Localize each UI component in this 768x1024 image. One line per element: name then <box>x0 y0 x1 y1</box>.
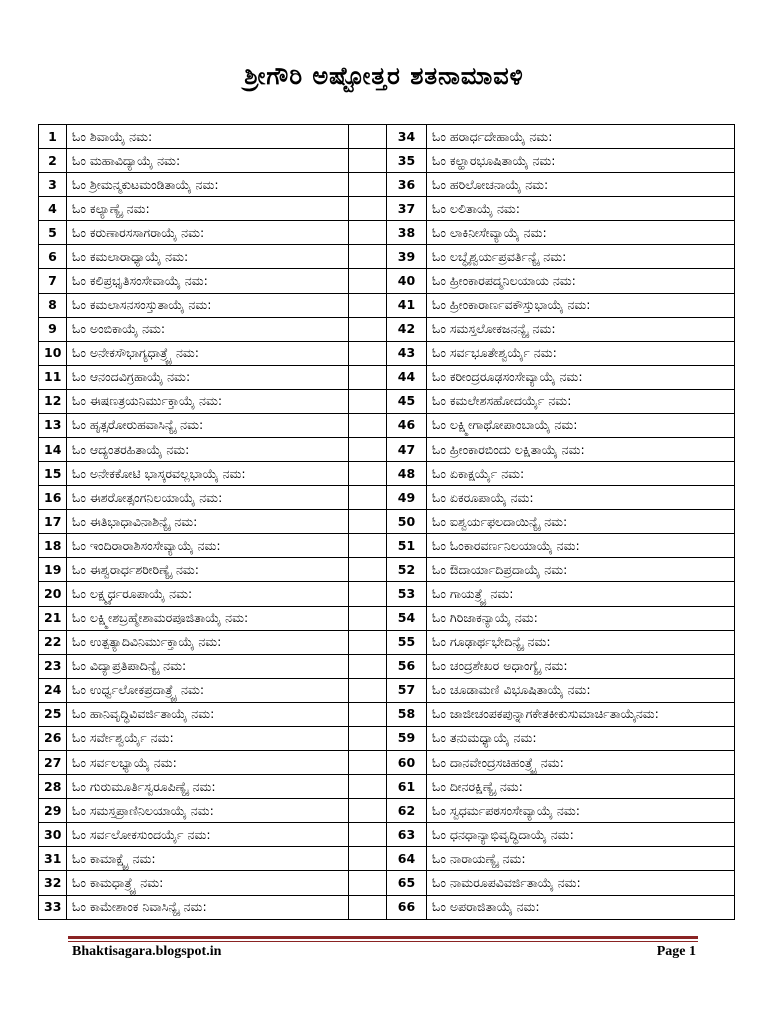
row-number-left: 16 <box>39 486 67 510</box>
name-right: ಓಂ ನಾಮರೂಪವಿವರ್ಜಿತಾಯೈ ನಮ: <box>427 871 735 895</box>
name-left: ಓಂ ಕಾಮೇಶಾಂಕ ನಿವಾಸಿನ್ಯೈ ನಮ: <box>67 895 349 920</box>
column-gap <box>349 847 387 871</box>
name-right: ಓಂ ಓಂಕಾರವರ್ಣನಿಲಯಾಯೈ ನಮ: <box>427 534 735 558</box>
name-left: ಓಂ ಉತ್ಪತ್ಯಾದಿವಿನಿರ್ಮುಕ್ತಾಯೈ ನಮ: <box>67 630 349 654</box>
footer-rule <box>68 936 698 939</box>
row-number-left: 9 <box>39 317 67 341</box>
column-gap <box>349 462 387 486</box>
name-right: ಓಂ ಲಕ್ಷ್ಮೀಗಾಥೋಪಾಂಬಾಯೈ ನಮ: <box>427 413 735 437</box>
name-left: ಓಂ ಲಕ್ಷ್ಮೀಶಬ್ರಹ್ಮೇಶಾಮರಪೂಜಿತಾಯೈ ನಮ: <box>67 606 349 630</box>
name-right: ಓಂ ಸಮಸ್ತಲೋಕಜನನ್ಯೈ ನಮ: <box>427 317 735 341</box>
row-number-right: 34 <box>387 125 427 149</box>
name-left: ಓಂ ಮಹಾವಿದ್ಯಾಯೈ ನಮ: <box>67 149 349 173</box>
name-right: ಓಂ ಕರೀಂದ್ರರೂಢಸಂಸೇವ್ಯಾಯೈ ನಮ: <box>427 365 735 389</box>
row-number-left: 3 <box>39 173 67 197</box>
row-number-right: 39 <box>387 245 427 269</box>
name-right: ಓಂ ಹರಿಲೋಚನಾಯೈ ನಮ: <box>427 173 735 197</box>
row-number-right: 60 <box>387 751 427 775</box>
table-row <box>39 702 735 726</box>
names-table <box>38 124 735 920</box>
name-right: ಓಂ ಹ್ರೀಂಕಾರಪದ್ಮನಿಲಯಾಯ ನಮ: <box>427 269 735 293</box>
row-number-right: 43 <box>387 341 427 365</box>
row-number-right: 36 <box>387 173 427 197</box>
column-gap <box>349 221 387 245</box>
table-row <box>39 726 735 750</box>
column-gap <box>349 293 387 317</box>
table-row <box>39 245 735 269</box>
table-row <box>39 678 735 702</box>
row-number-right: 41 <box>387 293 427 317</box>
name-right: ಓಂ ಔದಾರ್ಯಾದಿಪ್ರದಾಯೈ ನಮ: <box>427 558 735 582</box>
row-number-right: 46 <box>387 413 427 437</box>
name-right: ಓಂ ತನುಮಧ್ಯಾಯೈ ನಮ: <box>427 726 735 750</box>
table-row <box>39 847 735 871</box>
row-number-left: 2 <box>39 149 67 173</box>
row-number-left: 26 <box>39 726 67 750</box>
table-row <box>39 534 735 558</box>
row-number-right: 44 <box>387 365 427 389</box>
name-right: ಓಂ ಏಕಾಕ್ಷರ್ಯೈ ನಮ: <box>427 462 735 486</box>
row-number-right: 49 <box>387 486 427 510</box>
column-gap <box>349 341 387 365</box>
table-row <box>39 413 735 437</box>
name-right: ಓಂ ಚಂದ್ರಶೇಖರ ಅಧಾಂಗ್ಯೈ ನಮ: <box>427 654 735 678</box>
table-row <box>39 173 735 197</box>
name-left: ಓಂ ಈತಿಭಾಧಾವಿನಾಶಿನ್ಯೈ ನಮ: <box>67 510 349 534</box>
name-right: ಓಂ ಹ್ರೀಂಕಾರಾರ್ಣವಕೌಸ್ತುಭಾಯೈ ನಮ: <box>427 293 735 317</box>
row-number-left: 13 <box>39 413 67 437</box>
row-number-left: 28 <box>39 775 67 799</box>
row-number-right: 40 <box>387 269 427 293</box>
row-number-left: 8 <box>39 293 67 317</box>
table-row <box>39 799 735 823</box>
column-gap <box>349 389 387 413</box>
name-right: ಓಂ ಗಾಯತ್ರ್ಯೈ ನಮ: <box>427 582 735 606</box>
name-left: ಓಂ ಈಶರೋತ್ಸಂಗನಿಲಯಾಯೈ ನಮ: <box>67 486 349 510</box>
row-number-left: 32 <box>39 871 67 895</box>
row-number-left: 4 <box>39 197 67 221</box>
row-number-right: 51 <box>387 534 427 558</box>
row-number-right: 54 <box>387 606 427 630</box>
table-row <box>39 486 735 510</box>
name-right: ಓಂ ಚೂಡಾಮಣಿ ವಿಭೂಷಿತಾಯೈ ನಮ: <box>427 678 735 702</box>
column-gap <box>349 125 387 149</box>
table-row <box>39 341 735 365</box>
row-number-left: 20 <box>39 582 67 606</box>
name-left: ಓಂ ಕಮಲಾಸನಸಂಸ್ತುತಾಯೈ ನಮ: <box>67 293 349 317</box>
name-left: ಓಂ ಈಶ್ವರಾರ್ಧಶರೀರಿಣ್ಯೈ ನಮ: <box>67 558 349 582</box>
name-left: ಓಂ ಕಲಿಪ್ರಭೃತಿಸಂಸೇವಾಯೈ ನಮ: <box>67 269 349 293</box>
column-gap <box>349 269 387 293</box>
column-gap <box>349 558 387 582</box>
row-number-left: 5 <box>39 221 67 245</box>
page-title: ಶ್ರೀಗೌರಿ ಅಷ್ಟೋತ್ತರ ಶತನಾಮಾವಳಿ <box>244 62 524 90</box>
table-row <box>39 438 735 462</box>
row-number-right: 65 <box>387 871 427 895</box>
name-right: ಓಂ ಜಾಜೀಚಂಪಕಪುನ್ನಾಗಕೇತಕೀಕುಸುಮಾರ್ಚಿತಾಯೈನಮ: <box>427 702 735 726</box>
row-number-left: 15 <box>39 462 67 486</box>
name-right: ಓಂ ದಾನವೇಂದ್ರಸಚಿಹಂತ್ರ್ಯೈ ನಮ: <box>427 751 735 775</box>
name-right: ಓಂ ಸರ್ವಭೂತೇಶ್ವರ್ಯೈ ನಮ: <box>427 341 735 365</box>
column-gap <box>349 895 387 920</box>
table-row <box>39 389 735 413</box>
table-row <box>39 751 735 775</box>
name-left: ಓಂ ಕಾಮಾಕ್ಷ್ಯೈ ನಮ: <box>67 847 349 871</box>
column-gap <box>349 438 387 462</box>
name-left: ಓಂ ಸರ್ವೇಶ್ವರ್ಯೈ ನಮ: <box>67 726 349 750</box>
table-row <box>39 606 735 630</box>
table-row <box>39 462 735 486</box>
name-left: ಓಂ ಗುರುಮೂರ್ತಿಸ್ವರೂಪಿಣ್ಯೈ ನಮ: <box>67 775 349 799</box>
column-gap <box>349 486 387 510</box>
column-gap <box>349 197 387 221</box>
name-left: ಓಂ ಅನೇಕಸೌಭಾಗ್ಯಧಾತ್ರ್ಯೈ ನಮ: <box>67 341 349 365</box>
names-table-body <box>39 125 735 920</box>
name-left: ಓಂ ಶ್ರೀಮನ್ಮಕುಟಮಂಡಿತಾಯೈ ನಮ: <box>67 173 349 197</box>
name-right: ಓಂ ಗೂಢಾರ್ಥಭೇದಿನ್ಯೈ ನಮ: <box>427 630 735 654</box>
name-left: ಓಂ ಸರ್ವಲೋಕಸುಂದರ್ಯೈ ನಮ: <box>67 823 349 847</box>
row-number-right: 35 <box>387 149 427 173</box>
column-gap <box>349 245 387 269</box>
name-right: ಓಂ ಹರಾರ್ಧದೇಹಾಯೈ ನಮ: <box>427 125 735 149</box>
table-row <box>39 365 735 389</box>
column-gap <box>349 871 387 895</box>
name-right: ಓಂ ಲಬ್ಧೈಶ್ವರ್ಯಪ್ರವರ್ತಿನ್ಯೈ ನಮ: <box>427 245 735 269</box>
column-gap <box>349 702 387 726</box>
table-row <box>39 630 735 654</box>
row-number-left: 23 <box>39 654 67 678</box>
name-right: ಓಂ ಅಪರಾಜಿತಾಯೈ ನಮ: <box>427 895 735 920</box>
name-right: ಓಂ ಹ್ರೀಂಕಾರಬಿಂದು ಲಕ್ಷಿತಾಯೈ ನಮ: <box>427 438 735 462</box>
row-number-left: 22 <box>39 630 67 654</box>
row-number-right: 53 <box>387 582 427 606</box>
table-row <box>39 269 735 293</box>
row-number-left: 33 <box>39 895 67 920</box>
table-row <box>39 197 735 221</box>
row-number-right: 47 <box>387 438 427 462</box>
row-number-right: 55 <box>387 630 427 654</box>
name-left: ಓಂ ವಿದ್ಯಾಪ್ರತಿಪಾದಿನ್ಯೈ ನಮ: <box>67 654 349 678</box>
column-gap <box>349 149 387 173</box>
name-left: ಓಂ ಹೃತ್ಸರೋರುಹವಾಸಿನ್ಯೈ ನಮ: <box>67 413 349 437</box>
column-gap <box>349 173 387 197</box>
name-left: ಓಂ ಹಾನಿವೃದ್ಧಿವಿವರ್ಜಿತಾಯೈ ನಮ: <box>67 702 349 726</box>
row-number-right: 48 <box>387 462 427 486</box>
row-number-right: 59 <box>387 726 427 750</box>
row-number-left: 21 <box>39 606 67 630</box>
footer-rule-thin <box>68 941 698 942</box>
footer-site: Bhaktisagara.blogspot.in <box>72 944 222 959</box>
table-row <box>39 775 735 799</box>
column-gap <box>349 751 387 775</box>
table-row <box>39 582 735 606</box>
column-gap <box>349 510 387 534</box>
column-gap <box>349 582 387 606</box>
name-right: ಓಂ ಐಶ್ವರ್ಯಫಲದಾಯಿನ್ಯೈ ನಮ: <box>427 510 735 534</box>
column-gap <box>349 534 387 558</box>
column-gap <box>349 630 387 654</box>
table-row <box>39 510 735 534</box>
row-number-left: 24 <box>39 678 67 702</box>
row-number-left: 30 <box>39 823 67 847</box>
name-left: ಓಂ ಕಮಲಾರಾಧ್ಯಾಯೈ ನಮ: <box>67 245 349 269</box>
name-right: ಓಂ ಲಾಕಿನೀಸೇವ್ಯಾಯೈ ನಮ: <box>427 221 735 245</box>
table-row <box>39 654 735 678</box>
name-left: ಓಂ ಕಲ್ಯಾಣ್ಯೈ ನಮ: <box>67 197 349 221</box>
column-gap <box>349 317 387 341</box>
row-number-left: 10 <box>39 341 67 365</box>
row-number-right: 63 <box>387 823 427 847</box>
table-row <box>39 871 735 895</box>
row-number-left: 25 <box>39 702 67 726</box>
column-gap <box>349 775 387 799</box>
table-row <box>39 221 735 245</box>
row-number-left: 6 <box>39 245 67 269</box>
name-left: ಓಂ ಇಂದಿರಾರಾಶಿಸಂಸೇವ್ಯಾಯೈ ನಮ: <box>67 534 349 558</box>
row-number-right: 37 <box>387 197 427 221</box>
row-number-right: 52 <box>387 558 427 582</box>
column-gap <box>349 654 387 678</box>
name-right: ಓಂ ಕಮಲೇಶಸಹೋದರ್ಯೈ ನಮ: <box>427 389 735 413</box>
column-gap <box>349 413 387 437</box>
row-number-right: 45 <box>387 389 427 413</box>
name-left: ಓಂ ಸರ್ವಲಭ್ಯಾಯೈ ನಮ: <box>67 751 349 775</box>
name-right: ಓಂ ಏಕರೂಪಾಯೈ ನಮ: <box>427 486 735 510</box>
page-number: Page 1 <box>656 944 696 959</box>
name-left: ಓಂ ಅನೇಕಕೋಟಿ ಭಾಸ್ಕರವಲ್ಲಭಾಯೈ ನಮ: <box>67 462 349 486</box>
name-left: ಓಂ ಶಿವಾಯೈ ನಮ: <box>67 125 349 149</box>
name-left: ಓಂ ಆನಂದವಿಗ್ರಹಾಯೈ ನಮ: <box>67 365 349 389</box>
row-number-right: 38 <box>387 221 427 245</box>
table-row <box>39 895 735 920</box>
name-right: ಓಂ ಲಲಿತಾಯೈ ನಮ: <box>427 197 735 221</box>
table-row <box>39 149 735 173</box>
name-left: ಓಂ ಆದ್ಯಂತರಹಿತಾಯೈ ನಮ: <box>67 438 349 462</box>
row-number-left: 1 <box>39 125 67 149</box>
column-gap <box>349 678 387 702</box>
name-left: ಓಂ ಉರ್ಧ್ವಲೋಕಪ್ರದಾತ್ರ್ಯೈ ನಮ: <box>67 678 349 702</box>
row-number-left: 29 <box>39 799 67 823</box>
row-number-right: 58 <box>387 702 427 726</box>
table-row <box>39 823 735 847</box>
column-gap <box>349 799 387 823</box>
column-gap <box>349 365 387 389</box>
row-number-right: 57 <box>387 678 427 702</box>
name-left: ಓಂ ಅಂಬಿಕಾಯೈ ನಮ: <box>67 317 349 341</box>
row-number-right: 50 <box>387 510 427 534</box>
row-number-right: 64 <box>387 847 427 871</box>
name-right: ಓಂ ದೀನರಕ್ಷಿಣ್ಯೈ ನಮ: <box>427 775 735 799</box>
row-number-right: 56 <box>387 654 427 678</box>
table-row <box>39 125 735 149</box>
row-number-left: 19 <box>39 558 67 582</box>
row-number-right: 62 <box>387 799 427 823</box>
name-right: ಓಂ ಧನಧಾನ್ಯಾಭಿವೃದ್ಧಿದಾಯೈ ನಮ: <box>427 823 735 847</box>
name-right: ಓಂ ಕಲ್ಹಾರಭೂಷಿತಾಯೈ ನಮ: <box>427 149 735 173</box>
name-left: ಓಂ ಈಷಣತ್ರಯನಿರ್ಮುಕ್ತಾಯೈ ನಮ: <box>67 389 349 413</box>
row-number-left: 18 <box>39 534 67 558</box>
table-row <box>39 317 735 341</box>
name-right: ಓಂ ಗಿರಿಜಾಕನ್ಯಾಯೈ ನಮ: <box>427 606 735 630</box>
name-left: ಓಂ ಕರುಣಾರಸಸಾಗರಾಯೈ ನಮ: <box>67 221 349 245</box>
row-number-left: 14 <box>39 438 67 462</box>
name-left: ಓಂ ಲಕ್ಷ್ಮ್ಯರ್ಧರೂಪಾಯೈ ನಮ: <box>67 582 349 606</box>
name-left: ಓಂ ಕಾಮಧಾತ್ರ್ಯೈ ನಮ: <box>67 871 349 895</box>
name-right: ಓಂ ನಾರಾಯಣ್ಯೈ ನಮ: <box>427 847 735 871</box>
row-number-right: 61 <box>387 775 427 799</box>
row-number-left: 12 <box>39 389 67 413</box>
column-gap <box>349 823 387 847</box>
table-row <box>39 293 735 317</box>
column-gap <box>349 726 387 750</box>
table-row <box>39 558 735 582</box>
row-number-left: 11 <box>39 365 67 389</box>
name-right: ಓಂ ಸ್ವಧರ್ಮಪಠಸಂಸೇವ್ಯಾಯೈ ನಮ: <box>427 799 735 823</box>
row-number-right: 66 <box>387 895 427 920</box>
row-number-left: 27 <box>39 751 67 775</box>
name-left: ಓಂ ಸಮಸ್ತಪ್ರಾಣಿನಿಲಯಾಯೈ ನಮ: <box>67 799 349 823</box>
row-number-right: 42 <box>387 317 427 341</box>
row-number-left: 7 <box>39 269 67 293</box>
row-number-left: 17 <box>39 510 67 534</box>
row-number-left: 31 <box>39 847 67 871</box>
column-gap <box>349 606 387 630</box>
